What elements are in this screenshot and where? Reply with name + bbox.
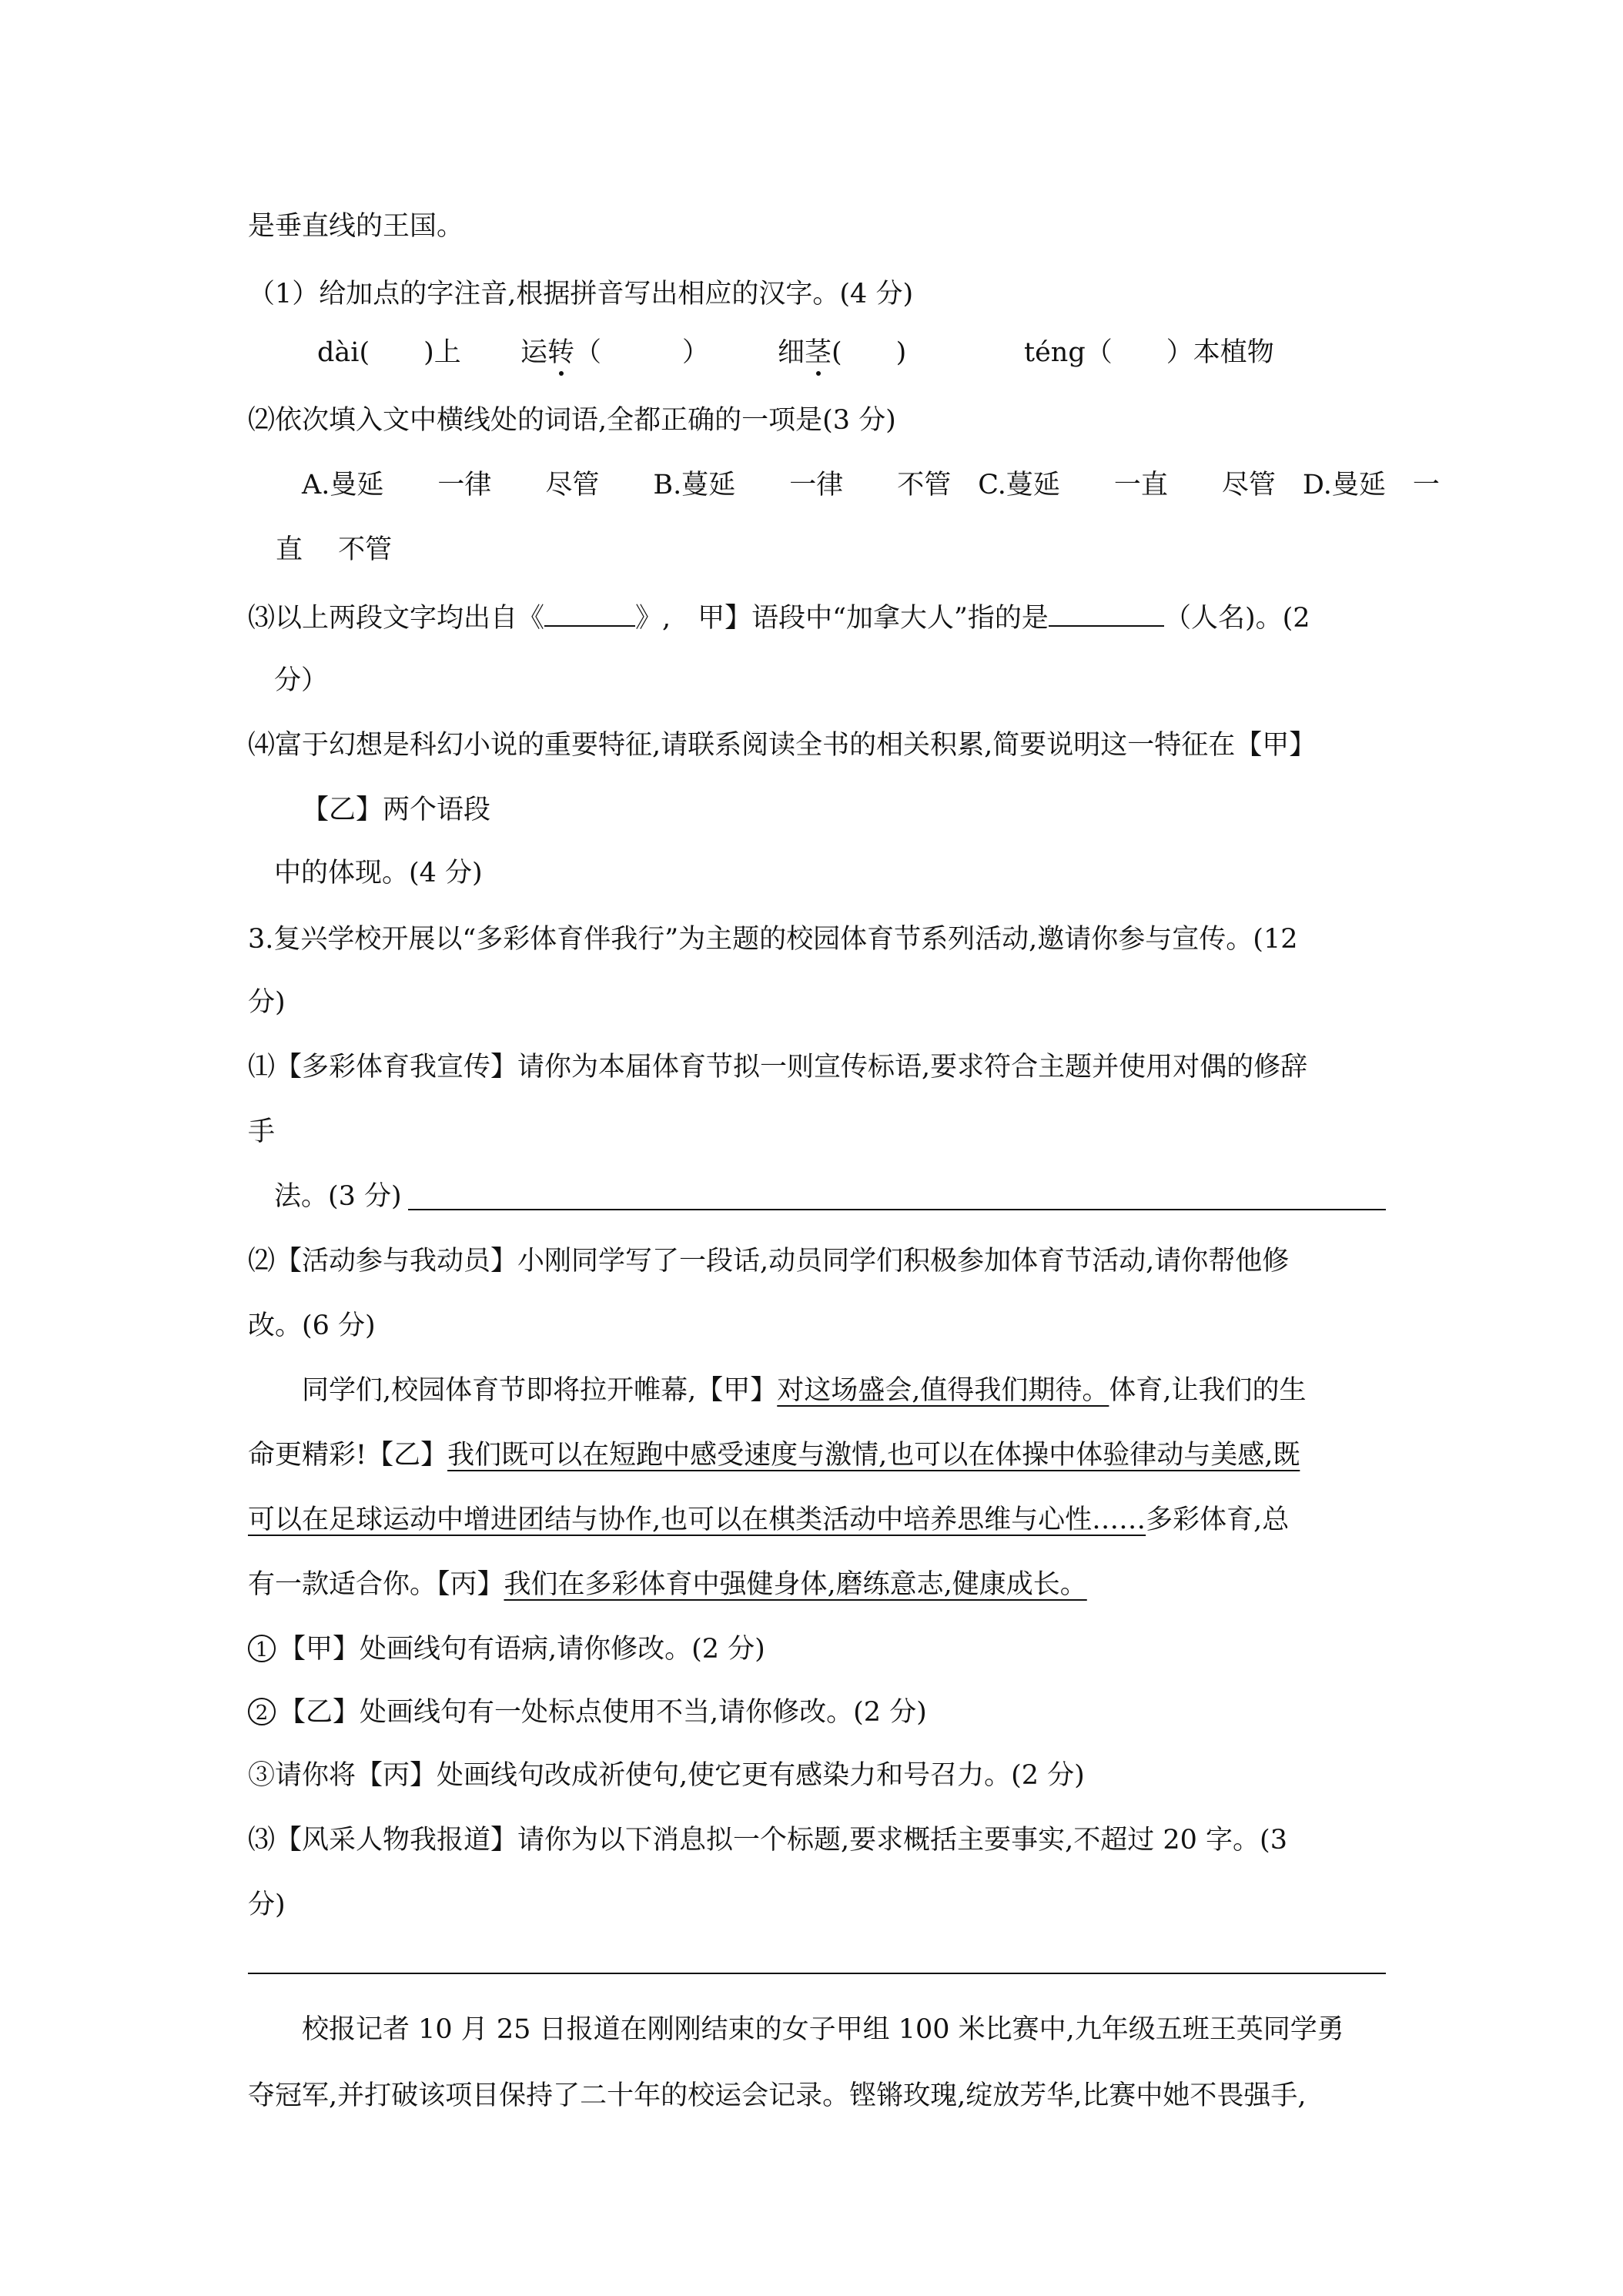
answer-line [408,1209,1386,1210]
subq-text: 【甲】处画线句有语病,请你修改。(2 分) [279,1634,765,1665]
passage-line-3 [248,1501,1289,1538]
dotted-char: 转 [547,334,574,371]
person-name-blank [1049,597,1164,627]
char-plain: 细 [778,337,805,368]
subq-2 [248,1694,927,1731]
q3-3-score: 分) [248,1889,286,1920]
passage-text: 体育,让我们的生 [1109,1375,1307,1406]
underlined-sentence-bing: 我们在多彩体育中强健身体,磨练意志,健康成长。 [504,1569,1087,1600]
answer-blank: （ ） [574,337,710,368]
q3-score: 分) [248,987,286,1018]
circled-number: 2 [248,1698,276,1725]
q3-1-prompt-cont: 手 [248,1116,276,1147]
q3-2-prompt: ⑵【活动参与我动员】小刚同学写了一段话,动员同学们积极参加体育节活动,请你帮他修 [248,1246,1290,1277]
subq-3: ③请你将【丙】处画线句改成祈使句,使它更有感染力和号召力。(2 分) [248,1760,1085,1791]
passage-text: 同学们,校园体育节即将拉开帷幕,【甲】 [302,1375,778,1406]
q3-1-score: 法。(3 分) [274,1181,402,1212]
q2-3-score: 分） [274,665,329,696]
circled-number: 1 [248,1635,276,1662]
passage-line-1 [302,1372,1307,1409]
char-plain: 运 [520,337,548,368]
underlined-sentence-yi: 我们既可以在短跑中感受速度与激情,也可以在体操中体验律动与美感,既 [447,1440,1300,1471]
passage-text: 有一款适合你。【丙】 [248,1569,504,1600]
answer-blank: ( ) [832,337,907,368]
passage-text: 命更精彩!【乙】 [248,1440,448,1471]
q2-4-prompt-cont: 【乙】两个语段 [302,795,491,825]
underlined-sentence-jia: 对这场盛会,值得我们期待。 [777,1375,1109,1406]
q2-3-text-a: ⑶以上两段文字均出自《 [248,603,545,634]
q2-3-text-c: （人名)。(2 [1163,603,1310,634]
q2-2-options-cont: 直 不管 [276,534,393,565]
q2-4-score: 中的体现。(4 分) [274,858,483,889]
q2-3-prompt [248,597,1310,637]
news-line-1: 校报记者 10 月 25 日报道在刚刚结束的女子甲组 100 米比赛中,九年级五班王英同学勇 [302,2014,1344,2045]
pinyin-item-4: téng（ ）本植物 [1024,337,1274,368]
q2-2-options: A.曼延 一律 尽管 B.蔓延 一律 不管 C.蔓延 一直 尽管 D.曼延 一 [302,470,1440,500]
pinyin-item-3 [778,334,906,371]
subq-1 [248,1631,765,1668]
passage-line-2 [248,1437,1300,1474]
pinyin-item-2 [520,334,709,371]
subq-text: 【乙】处画线句有一处标点使用不当,请你修改。(2 分) [279,1697,927,1728]
q3-2-score: 改。(6 分) [248,1310,376,1341]
passage-line-4 [248,1566,1087,1603]
passage-last-line: 是垂直线的王国。 [248,211,464,242]
q2-1-prompt: （1）给加点的字注音,根据拼音写出相应的汉字。(4 分) [248,279,914,310]
underlined-sentence-yi-cont: 可以在足球运动中增进团结与协作,也可以在棋类活动中培养思维与心性…… [248,1504,1146,1535]
q2-4-prompt: ⑷富于幻想是科幻小说的重要特征,请联系阅读全书的相关积累,简要说明这一特征在【甲】 [248,730,1317,761]
q3-heading: 3.复兴学校开展以“多彩体育伴我行”为主题的校园体育节系列活动,邀请你参与宣传。(12 [248,924,1298,955]
news-line-2: 夺冠军,并打破该项目保持了二十年的校运会记录。铿锵玫瑰,绽放芳华,比赛中她不畏强手, [248,2080,1307,2111]
book-title-blank [544,597,635,627]
q3-1-prompt: ⑴【多彩体育我宣传】请你为本届体育节拟一则宣传标语,要求符合主题并使用对偶的修辞 [248,1052,1308,1083]
passage-text: 多彩体育,总 [1146,1504,1290,1535]
q3-3-prompt: ⑶【风采人物我报道】请你为以下消息拟一个标题,要求概括主要事实,不超过 20 字。(3 [248,1825,1287,1856]
dotted-char: 茎 [805,334,832,371]
answer-line [248,1973,1386,1974]
q2-3-text-b: 》, 甲】语段中“加拿大人”指的是 [635,603,1049,634]
q2-2-prompt: ⑵依次填入文中横线处的词语,全都正确的一项是(3 分) [248,405,896,436]
pinyin-item-1: dài( )上 [317,337,461,368]
